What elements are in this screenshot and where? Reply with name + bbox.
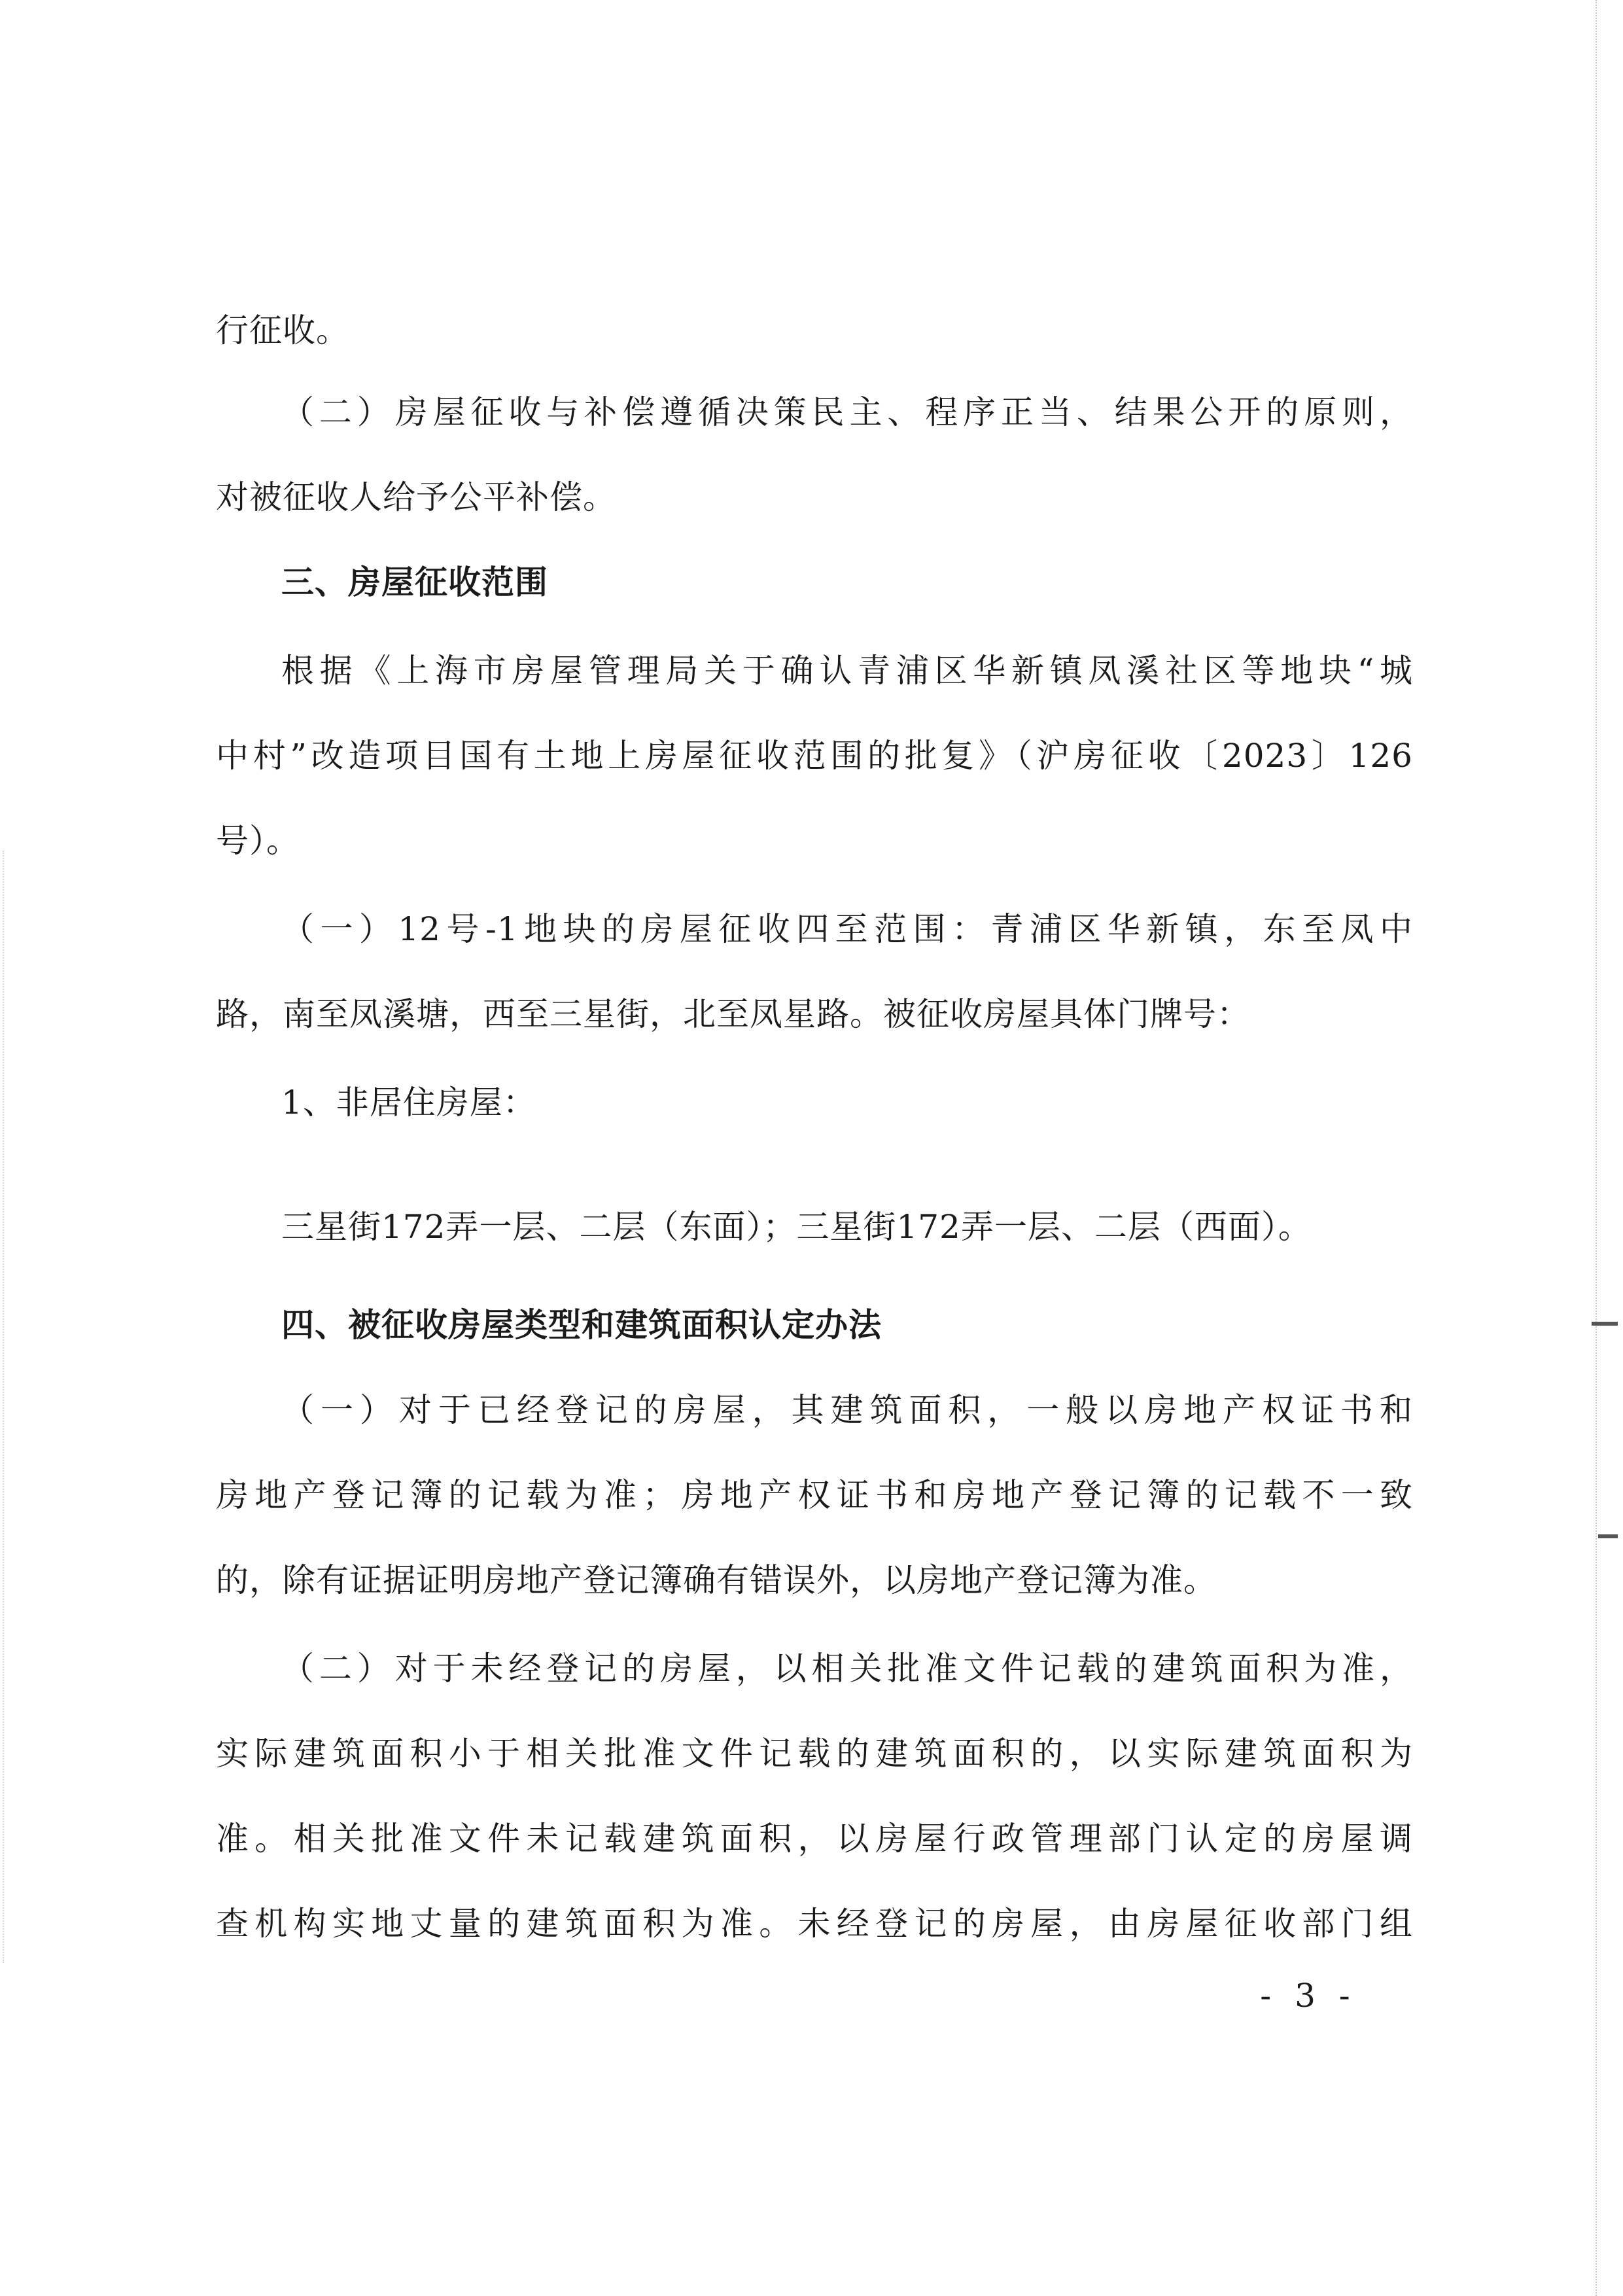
address-line: 三星街172弄一层、二层（东面）；三星街172弄一层、二层（西面）。: [281, 1208, 1312, 1246]
paragraph-line: （二）对于未经登记的房屋，以相关批准文件记载的建筑面积为准，: [281, 1650, 1413, 1687]
paragraph-line: 号）。: [216, 822, 300, 860]
scan-edge-left: [3, 851, 5, 1963]
list-heading: 1、非居住房屋：: [281, 1084, 536, 1122]
paragraph-line: 房地产登记簿的记载为准；房地产权证书和房地产登记簿的记载不一致: [216, 1476, 1413, 1514]
section-heading: 三、房屋征收范围: [281, 563, 548, 601]
paragraph-line: （一）12号-1地块的房屋征收四至范围：青浦区华新镇，东至凤中: [281, 910, 1413, 948]
paragraph-line: 中村”改造项目国有土地上房屋征收范围的批复》（沪房征收〔2023〕126: [216, 737, 1413, 775]
scan-edge-right: [1594, 0, 1597, 2296]
paragraph-line: 根据《上海市房屋管理局关于确认青浦区华新镇凤溪社区等地块“城: [281, 652, 1413, 690]
paragraph-line: （二）房屋征收与补偿遵循决策民主、程序正当、结果公开的原则，: [281, 393, 1413, 431]
paragraph-line: 查机构实地丈量的建筑面积为准。未经登记的房屋，由房屋征收部门组: [216, 1905, 1413, 1943]
paragraph-line: 的，除有证据证明房地产登记簿确有错误外，以房地产登记簿为准。: [216, 1561, 1217, 1599]
paragraph-line: 实际建筑面积小于相关批准文件记载的建筑面积的，以实际建筑面积为: [216, 1735, 1413, 1773]
paragraph-line: 行征收。: [216, 311, 349, 349]
paragraph-line: 准。相关批准文件未记载建筑面积，以房屋行政管理部门认定的房屋调: [216, 1820, 1413, 1858]
page-number: - 3 -: [1260, 1977, 1357, 2015]
section-heading: 四、被征收房屋类型和建筑面积认定办法: [281, 1306, 882, 1344]
paragraph-line: （一）对于已经登记的房屋，其建筑面积，一般以房地产权证书和: [281, 1391, 1413, 1429]
paragraph-line: 对被征收人给予公平补偿。: [216, 478, 616, 516]
binding-mark: [1592, 1322, 1618, 1326]
binding-mark: [1598, 1534, 1618, 1538]
paragraph-line: 路，南至凤溪塘，西至三星街，北至凤星路。被征收房屋具体门牌号：: [216, 995, 1250, 1033]
